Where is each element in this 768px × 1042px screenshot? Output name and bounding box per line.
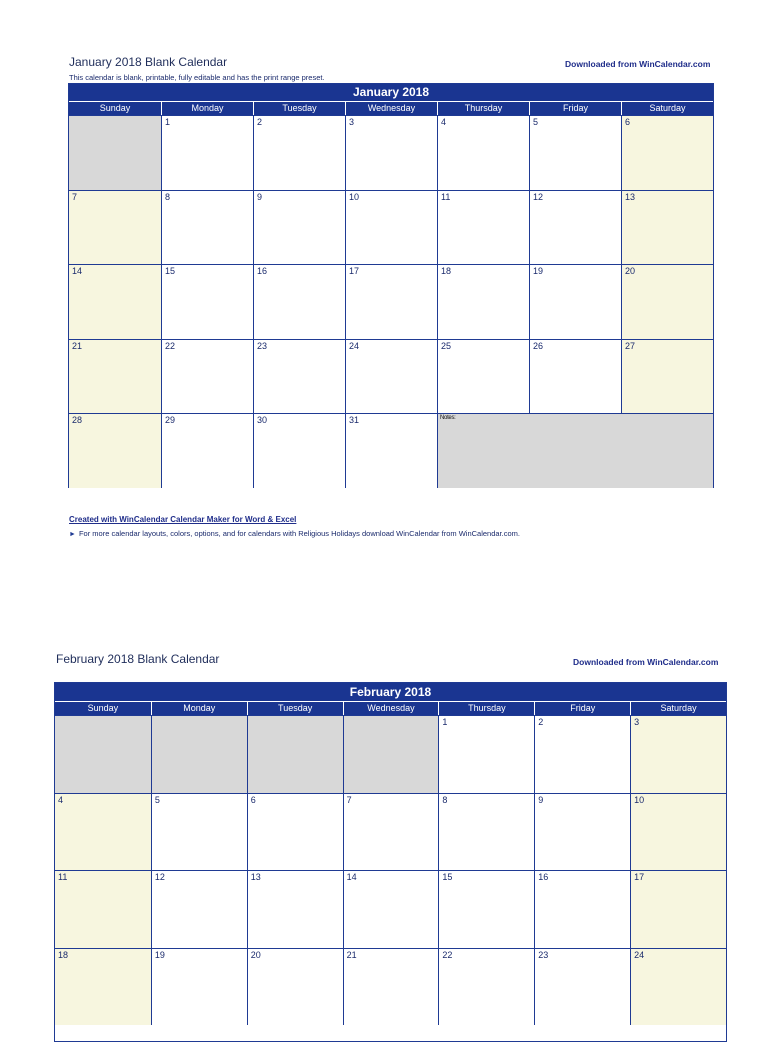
day-number: 24: [349, 340, 360, 351]
day-cell[interactable]: [345, 264, 437, 339]
day-cell[interactable]: [529, 190, 621, 265]
weekday-saturday: Saturday: [630, 702, 726, 715]
day-number: 14: [346, 872, 357, 882]
weekday-tuesday: Tuesday: [247, 702, 343, 715]
february-calendar: [54, 682, 727, 1042]
day-number: 15: [442, 872, 453, 882]
day-cell[interactable]: [69, 190, 161, 265]
february-download-link[interactable]: Downloaded from WinCalendar.com: [573, 657, 719, 667]
february-day-grid: [55, 715, 726, 1025]
day-cell[interactable]: [253, 413, 345, 488]
day-cell[interactable]: [345, 339, 437, 414]
day-cell[interactable]: [151, 870, 247, 948]
day-number: 3: [349, 117, 355, 127]
day-number: 10: [634, 794, 645, 805]
day-number: 9: [538, 794, 544, 805]
day-cell[interactable]: [534, 793, 630, 871]
day-cell[interactable]: [247, 870, 343, 948]
day-cell[interactable]: [438, 870, 534, 948]
weekday-thursday: Thursday: [438, 702, 534, 715]
day-cell[interactable]: [438, 715, 534, 793]
weekday-wednesday: Wednesday: [343, 702, 439, 715]
day-cell[interactable]: [247, 948, 343, 1026]
day-cell[interactable]: [161, 339, 253, 414]
day-cell[interactable]: [253, 264, 345, 339]
day-cell[interactable]: [621, 264, 713, 339]
day-number: 31: [349, 415, 360, 426]
day-cell[interactable]: [630, 793, 726, 871]
january-subtitle: This calendar is blank, printable, fully editable and has the print range preset.: [69, 73, 325, 82]
day-number: 13: [250, 872, 261, 882]
day-cell[interactable]: [621, 115, 713, 190]
day-number: 17: [349, 266, 360, 277]
day-number: 24: [634, 949, 645, 960]
empty-day-cell: [343, 715, 439, 793]
day-cell[interactable]: [69, 264, 161, 339]
day-number: 13: [625, 191, 636, 202]
day-number: 1: [165, 117, 171, 127]
day-number: 4: [441, 117, 447, 127]
day-number: 11: [58, 872, 68, 882]
weekday-friday: Friday: [529, 102, 621, 115]
empty-day-cell: [55, 715, 151, 793]
january-download-link[interactable]: Downloaded from WinCalendar.com: [565, 59, 711, 69]
weekday-monday: Monday: [151, 702, 247, 715]
day-cell[interactable]: [438, 793, 534, 871]
february-month-header: February 2018: [55, 683, 726, 701]
day-number: 15: [165, 266, 176, 277]
day-cell[interactable]: [437, 115, 529, 190]
day-number: 25: [441, 340, 452, 351]
day-number: 27: [625, 340, 636, 351]
day-cell[interactable]: [437, 339, 529, 414]
notes-label: Notes:: [440, 415, 456, 422]
january-month-header: January 2018: [69, 84, 713, 101]
day-cell[interactable]: [437, 264, 529, 339]
day-cell[interactable]: [630, 715, 726, 793]
january-page-title: January 2018 Blank Calendar: [69, 55, 228, 69]
day-cell[interactable]: [343, 793, 439, 871]
january-weekday-row: [69, 101, 713, 115]
day-cell[interactable]: [621, 339, 713, 414]
day-cell[interactable]: [534, 870, 630, 948]
weekday-wednesday: Wednesday: [345, 102, 437, 115]
weekday-sunday: Sunday: [99, 103, 131, 113]
weekday-thursday: Thursday: [437, 102, 529, 115]
day-number: 14: [72, 266, 83, 277]
day-cell[interactable]: [151, 793, 247, 871]
day-cell[interactable]: [151, 948, 247, 1026]
day-number: 28: [72, 415, 83, 426]
day-number: 3: [634, 717, 640, 727]
day-cell[interactable]: [247, 793, 343, 871]
day-cell[interactable]: [69, 413, 161, 488]
day-cell[interactable]: [343, 948, 439, 1026]
day-number: 29: [165, 415, 176, 426]
day-cell[interactable]: [345, 190, 437, 265]
day-number: 7: [72, 191, 78, 202]
day-number: 16: [538, 872, 549, 882]
day-number: 21: [72, 340, 83, 351]
notes-cell[interactable]: [437, 413, 713, 488]
day-cell[interactable]: [437, 190, 529, 265]
day-number: 19: [533, 266, 544, 277]
day-cell[interactable]: [630, 870, 726, 948]
day-number: 7: [346, 794, 352, 805]
day-number: 22: [442, 949, 453, 960]
day-number: 6: [625, 117, 631, 127]
day-cell[interactable]: [69, 339, 161, 414]
day-cell[interactable]: [621, 190, 713, 265]
day-cell[interactable]: [534, 715, 630, 793]
empty-day-cell: [151, 715, 247, 793]
weekday-sunday: Sunday: [87, 703, 119, 713]
day-cell[interactable]: [345, 115, 437, 190]
day-number: 9: [257, 191, 263, 202]
day-cell[interactable]: [161, 413, 253, 488]
day-cell[interactable]: [438, 948, 534, 1026]
weekday-tuesday: Tuesday: [253, 102, 345, 115]
more-info-text: For more calendar layouts, colors, options, and for calendars with Religious Holidays download WinCalendar from WinCalendar.com.: [78, 529, 520, 538]
weekday-friday: Friday: [534, 702, 630, 715]
arrow-right-icon: ►: [69, 531, 76, 538]
created-with-link[interactable]: Created with WinCalendar Calendar Maker for Word & Excel: [69, 515, 297, 524]
day-number: 16: [257, 266, 268, 277]
day-number: 2: [257, 117, 263, 127]
day-cell[interactable]: [343, 870, 439, 948]
day-cell[interactable]: [55, 948, 151, 1026]
more-info-line: [69, 529, 520, 538]
day-cell[interactable]: [529, 339, 621, 414]
day-number: 20: [625, 266, 636, 277]
day-cell[interactable]: [529, 115, 621, 190]
day-number: 20: [250, 949, 261, 960]
day-cell[interactable]: [55, 870, 151, 948]
day-cell[interactable]: [630, 948, 726, 1026]
day-cell[interactable]: [534, 948, 630, 1026]
day-number: 26: [533, 340, 544, 351]
day-number: 5: [154, 794, 160, 805]
day-number: 11: [441, 191, 451, 202]
day-number: 1: [442, 717, 448, 727]
weekday-saturday: Saturday: [621, 102, 713, 115]
day-cell[interactable]: [253, 190, 345, 265]
day-number: 12: [154, 872, 165, 882]
january-calendar: [68, 83, 714, 488]
february-page-title: February 2018 Blank Calendar: [56, 652, 220, 666]
day-number: 21: [346, 949, 357, 960]
day-number: 23: [538, 949, 549, 960]
day-cell[interactable]: [55, 793, 151, 871]
day-number: 30: [257, 415, 268, 426]
day-cell[interactable]: [161, 264, 253, 339]
day-number: 19: [154, 949, 165, 960]
day-number: 5: [533, 117, 539, 127]
day-number: 17: [634, 872, 645, 882]
day-number: 8: [165, 191, 171, 202]
day-number: 2: [538, 717, 544, 727]
day-cell[interactable]: [253, 115, 345, 190]
day-number: 22: [165, 340, 176, 351]
day-cell[interactable]: [161, 190, 253, 265]
january-day-grid: [69, 115, 713, 488]
day-number: 8: [442, 794, 448, 805]
day-cell[interactable]: [253, 339, 345, 414]
day-number: 12: [533, 191, 544, 202]
empty-day-cell: [247, 715, 343, 793]
february-weekday-row: [55, 701, 726, 715]
empty-day-cell: [69, 115, 161, 190]
day-number: 6: [250, 794, 256, 805]
day-cell[interactable]: [529, 264, 621, 339]
day-number: 18: [441, 266, 452, 277]
day-number: 18: [58, 949, 69, 960]
day-number: 10: [349, 191, 360, 202]
day-cell[interactable]: [161, 115, 253, 190]
day-number: 23: [257, 340, 268, 351]
day-number: 4: [58, 794, 64, 805]
day-cell[interactable]: [345, 413, 437, 488]
weekday-monday: Monday: [161, 102, 253, 115]
